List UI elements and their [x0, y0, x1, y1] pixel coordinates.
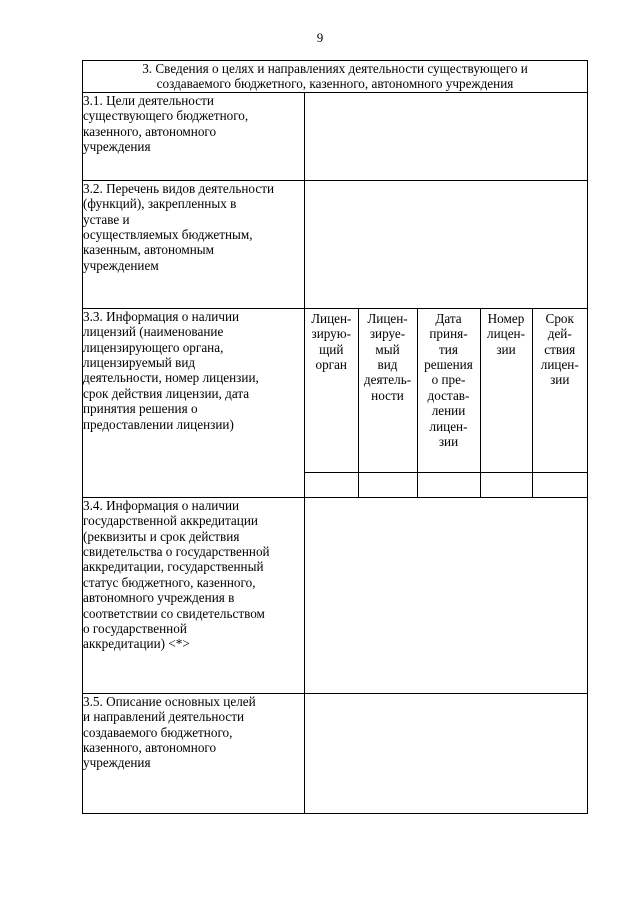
section-title-line-1: 3. Сведения о целях и направлениях деятельности существующего и [142, 61, 528, 76]
license-subtable-cell [305, 308, 588, 497]
license-cell-activity[interactable] [358, 472, 417, 497]
section-title [83, 61, 588, 93]
license-col-header-validity: Срок дей- ствия лицен- зии [540, 310, 579, 388]
section-title-line-2: создаваемого бюджетного, казенного, автономного учреждения [156, 76, 514, 92]
license-col-header-activity: Лицен- зируе- мый вид деятель- ности [358, 309, 417, 473]
license-cell-number[interactable] [480, 472, 532, 497]
license-cell-authority[interactable] [305, 472, 358, 497]
row-label-3-3: 3.3. Информация о наличии лицензий (наименование лицензирующего органа, лицензируемый вид деятельности, номер лицензии, срок действия лицензии, дата принятия решения о предоставлении лицензии) [83, 308, 305, 497]
row-value-3-1[interactable] [305, 92, 588, 180]
license-col-header-number: Номер лицен- зии [480, 309, 532, 473]
goals-table [82, 60, 588, 814]
row-value-3-2[interactable] [305, 180, 588, 308]
row-label-3-4: 3.4. Информация о наличии государственной аккредитации (реквизиты и срок действия свидетельства о государственной аккредитации, государственный статус бюджетного, казенного, автономного учреждения в соответствии со свидетельством о государственной аккредитации) <*> [83, 497, 305, 693]
row-value-3-4[interactable] [305, 497, 588, 693]
license-cell-decision-date[interactable] [417, 472, 480, 497]
page-number: 9 [316, 30, 324, 45]
license-col-header-authority: Лицен- зирую- щий орган [305, 309, 358, 473]
row-value-3-5[interactable] [305, 693, 588, 813]
row-label-3-2: 3.2. Перечень видов деятельности (функций), закрепленных в уставе и осуществляемых бюджетным, казенным, автономным учреждением [83, 180, 305, 308]
table-row [83, 92, 588, 180]
row-label-3-1: 3.1. Цели деятельности существующего бюджетного, казенного, автономного учреждения [83, 92, 305, 180]
table-row [83, 180, 588, 308]
table-row [83, 693, 588, 813]
license-col-header-decision-date: Дата приня- тия решения о пре- достав- лении лицен- зии [417, 309, 480, 473]
table-row [83, 497, 588, 693]
row-label-3-5: 3.5. Описание основных целей и направлений деятельности создаваемого бюджетного, казенного, автономного учреждения [83, 693, 305, 813]
license-cell-validity[interactable] [532, 472, 587, 497]
table-row [83, 308, 588, 497]
license-subtable [305, 309, 587, 497]
